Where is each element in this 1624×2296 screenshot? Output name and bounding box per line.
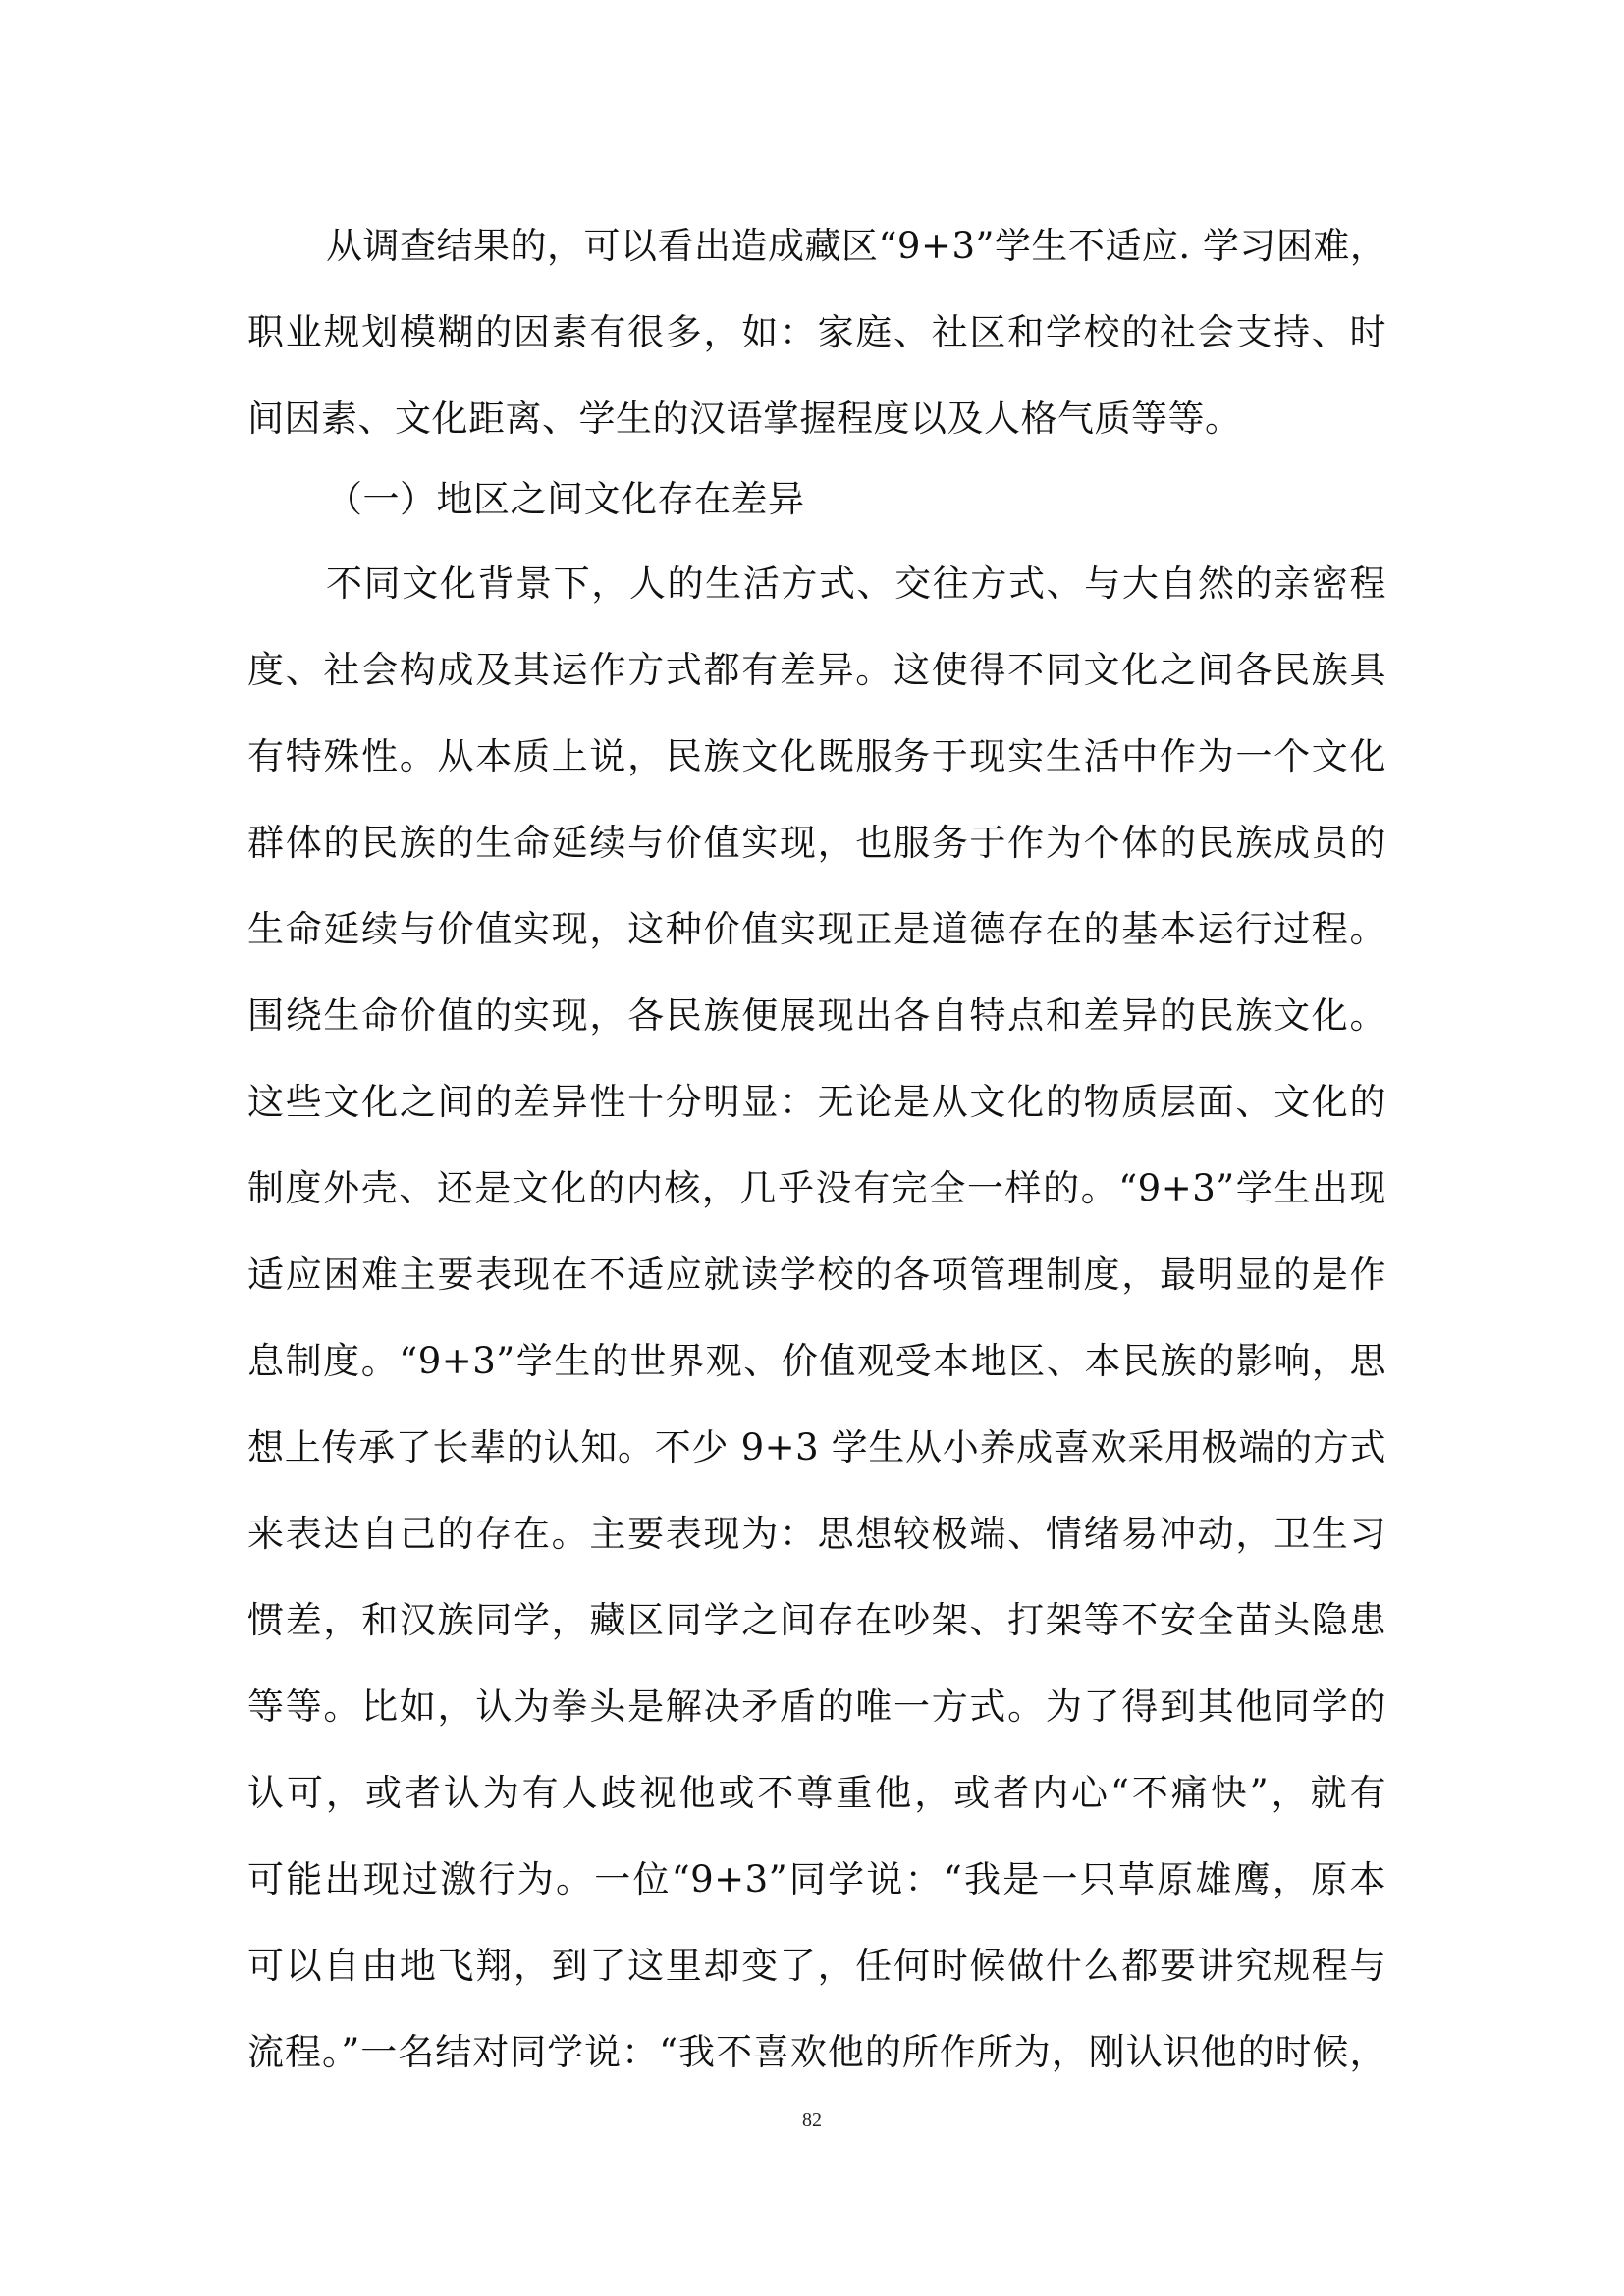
paragraph-2-line-13: 惯差，和汉族同学，藏区同学之间存在吵架、打架等不安全苗头隐患 — [247, 1599, 1386, 1641]
paragraph-2-line-11: 想上传承了长辈的认知。不少 9+3 学生从小养成喜欢采用极端的方式 — [247, 1426, 1386, 1468]
page-number: 82 — [802, 2109, 822, 2131]
paragraph-2-line-5: 生命延续与价值实现，这种价值实现正是道德存在的基本运行过程。 — [247, 908, 1386, 950]
paragraph-2-line-8: 制度外壳、还是文化的内核，几乎没有完全一样的。“9+3”学生出现 — [247, 1167, 1386, 1209]
paragraph-2-line-9: 适应困难主要表现在不适应就读学校的各项管理制度，最明显的是作 — [247, 1254, 1386, 1296]
paragraph-2-line-3: 有特殊性。从本质上说，民族文化既服务于现实生活中作为一个文化 — [247, 735, 1386, 777]
paragraph-2-line-4: 群体的民族的生命延续与价值实现，也服务于作为个体的民族成员的 — [247, 822, 1386, 864]
paragraph-2-line-15: 认可，或者认为有人歧视他或不尊重他，或者内心“不痛快”，就有 — [247, 1772, 1386, 1814]
paragraph-2-line-12: 来表达自己的存在。主要表现为：思想较极端、情绪易冲动，卫生习 — [247, 1513, 1386, 1555]
paragraph-1-line-2: 职业规划模糊的因素有很多，如：家庭、社区和学校的社会支持、时 — [247, 311, 1386, 353]
paragraph-2-line-7: 这些文化之间的差异性十分明显：无论是从文化的物质层面、文化的 — [247, 1081, 1386, 1123]
paragraph-1-line-3: 间因素、文化距离、学生的汉语掌握程度以及人格气质等等。 — [247, 398, 1242, 440]
paragraph-2-line-16: 可能出现过激行为。一位“9+3”同学说：“我是一只草原雄鹰，原本 — [247, 1858, 1386, 1900]
paragraph-2-line-2: 度、社会构成及其运作方式都有差异。这使得不同文化之间各民族具 — [247, 649, 1386, 691]
paragraph-2-line-1: 不同文化背景下，人的生活方式、交往方式、与大自然的亲密程 — [326, 562, 1386, 605]
paragraph-2-line-14: 等等。比如，认为拳头是解决矛盾的唯一方式。为了得到其他同学的 — [247, 1685, 1386, 1728]
paragraph-1-line-1: 从调查结果的，可以看出造成藏区“9+3”学生不适应. 学习困难， — [326, 225, 1387, 267]
section-heading: （一）地区之间文化存在差异 — [326, 478, 805, 520]
paragraph-2-line-6: 围绕生命价值的实现，各民族便展现出各自特点和差异的民族文化。 — [247, 994, 1386, 1037]
paragraph-2-line-10: 息制度。“9+3”学生的世界观、价值观受本地区、本民族的影响，思 — [247, 1340, 1386, 1382]
paragraph-2-line-18: 流程。”一名结对同学说：“我不喜欢他的所作所为，刚认识他的时候， — [247, 2031, 1386, 2073]
paragraph-2-line-17: 可以自由地飞翔，到了这里却变了，任何时候做什么都要讲究规程与 — [247, 1945, 1386, 1987]
